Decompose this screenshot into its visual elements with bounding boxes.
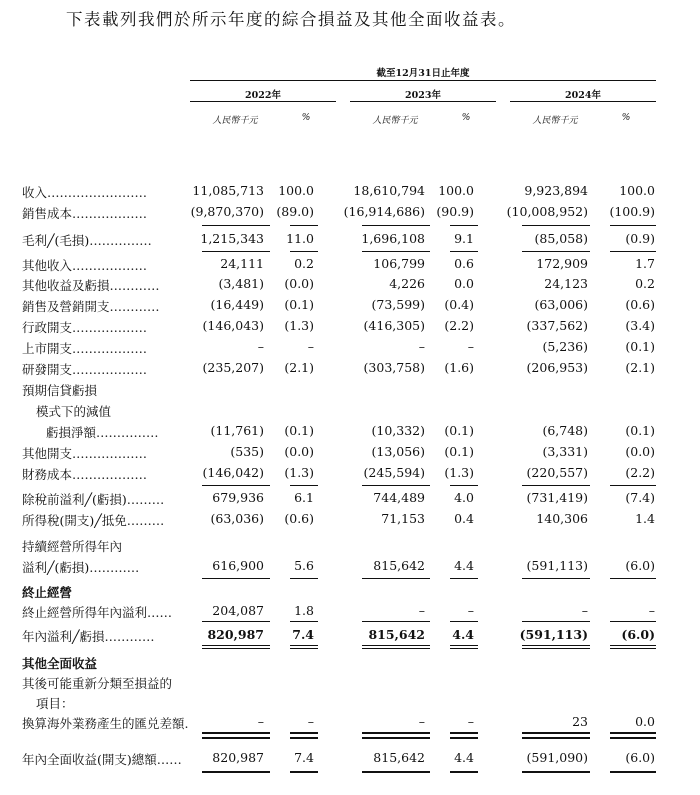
row-label: 其後可能重新分類至損益的	[22, 676, 173, 691]
row-value: (0.1)	[284, 423, 314, 438]
row-value: (10,008,952)	[506, 204, 588, 219]
row-value: 9,923,894	[524, 183, 588, 198]
year-rule-2024	[510, 101, 656, 102]
unit-currency-2023: 人民幣千元	[372, 116, 418, 126]
subtotal-rule	[450, 225, 478, 226]
period-header: 截至12月31日止年度	[376, 68, 470, 79]
total-rule	[362, 648, 430, 649]
row-label: 毛利╱(毛損)……………	[22, 233, 152, 248]
row-value: 5.6	[294, 558, 314, 573]
row-value: (9,870,370)	[190, 204, 264, 219]
year-2022: 2022年	[245, 90, 281, 101]
unit-currency-2024: 人民幣千元	[532, 116, 578, 126]
row-value: –	[418, 339, 425, 354]
row-value: 0.0	[635, 714, 655, 729]
row-value: (7.4)	[625, 490, 655, 505]
subtotal-rule	[522, 578, 590, 579]
row-value: –	[418, 714, 425, 729]
double-rule	[450, 732, 478, 734]
subtotal-rule	[362, 225, 430, 226]
subtotal-rule	[522, 485, 590, 486]
row-value: (0.0)	[284, 444, 314, 459]
double-rule	[610, 732, 656, 734]
row-value: 815,642	[373, 558, 425, 573]
total-rule	[522, 648, 590, 649]
row-value: 815,642	[368, 627, 425, 642]
subtotal-rule	[290, 621, 318, 622]
row-value: 744,489	[373, 490, 425, 505]
subtotal-rule	[202, 485, 270, 486]
final-rule	[450, 771, 478, 773]
unit-currency-2022: 人民幣千元	[212, 116, 258, 126]
row-label: 終止經營	[22, 585, 73, 600]
period-rule	[190, 80, 656, 81]
row-value: (535)	[230, 444, 264, 459]
row-value: 1.7	[635, 256, 655, 271]
year-rule-2023	[350, 101, 496, 102]
row-value: (0.6)	[284, 511, 314, 526]
row-label: 預期信貸虧損	[22, 383, 98, 398]
row-value: 0.2	[635, 276, 655, 291]
final-rule	[362, 771, 430, 773]
row-value: 1.8	[294, 603, 314, 618]
row-value: 204,087	[212, 603, 264, 618]
row-label: 財務成本………………	[22, 467, 148, 482]
row-value: 820,987	[207, 627, 264, 642]
row-value: (13,056)	[371, 444, 425, 459]
row-value: (235,207)	[202, 360, 264, 375]
row-value: (11,761)	[210, 423, 264, 438]
double-rule	[450, 737, 478, 739]
unit-pct-2024: %	[621, 113, 631, 123]
subtotal-rule	[290, 485, 318, 486]
row-value: –	[307, 714, 314, 729]
total-rule	[610, 648, 656, 649]
double-rule	[522, 732, 590, 734]
row-value: 4.4	[454, 750, 474, 765]
unit-pct-2023: %	[461, 113, 471, 123]
row-value: (146,042)	[202, 465, 264, 480]
row-value: (85,058)	[534, 231, 588, 246]
final-rule	[202, 771, 270, 773]
row-label: 模式下的減值	[36, 404, 112, 419]
subtotal-rule	[202, 225, 270, 226]
row-value: (16,914,686)	[343, 204, 425, 219]
row-value: 23	[572, 714, 588, 729]
row-value: (1.3)	[284, 318, 314, 333]
row-value: (591,113)	[526, 558, 588, 573]
row-value: –	[467, 603, 474, 618]
row-value: (3,481)	[218, 276, 264, 291]
subtotal-rule	[450, 485, 478, 486]
row-value: –	[418, 603, 425, 618]
subtotal-rule	[362, 251, 430, 252]
row-value: (0.1)	[284, 297, 314, 312]
final-rule	[522, 771, 590, 773]
final-rule	[610, 771, 656, 773]
total-rule	[610, 645, 656, 646]
total-rule	[202, 645, 270, 646]
subtotal-rule	[290, 578, 318, 579]
subtotal-rule	[290, 251, 318, 252]
row-value: (0.4)	[444, 297, 474, 312]
row-label: 所得稅(開支)╱抵免………	[22, 513, 165, 528]
double-rule	[522, 737, 590, 739]
total-rule	[290, 645, 318, 646]
subtotal-rule	[610, 578, 656, 579]
row-label: 研發開支………………	[22, 362, 148, 377]
row-value: (0.9)	[625, 231, 655, 246]
row-value: 100.0	[438, 183, 474, 198]
row-value: (6,748)	[542, 423, 588, 438]
row-value: 24,123	[544, 276, 588, 291]
row-value: 7.4	[292, 627, 314, 642]
row-label: 行政開支………………	[22, 320, 148, 335]
unit-pct-2022: %	[301, 113, 311, 123]
double-rule	[202, 737, 270, 739]
subtotal-rule	[522, 621, 590, 622]
row-label: 其他收益及虧損…………	[22, 278, 160, 293]
row-value: (1.6)	[444, 360, 474, 375]
row-label: 年內全面收益(開支)總額……	[22, 752, 182, 767]
row-value: (6.0)	[625, 558, 655, 573]
row-value: 4,226	[389, 276, 425, 291]
row-value: (3,331)	[542, 444, 588, 459]
subtotal-rule	[522, 251, 590, 252]
row-value: (63,036)	[210, 511, 264, 526]
row-value: (2.1)	[284, 360, 314, 375]
row-value: (6.0)	[625, 750, 655, 765]
row-value: 820,987	[212, 750, 264, 765]
double-rule	[362, 732, 430, 734]
row-value: 815,642	[373, 750, 425, 765]
row-value: (337,562)	[526, 318, 588, 333]
row-value: (0.1)	[444, 444, 474, 459]
row-label: 其他全面收益	[22, 656, 98, 671]
year-2023: 2023年	[405, 90, 441, 101]
row-value: –	[257, 339, 264, 354]
row-value: (3.4)	[625, 318, 655, 333]
row-value: (303,758)	[363, 360, 425, 375]
intro-text: 下表載列我們於所示年度的綜合損益及其他全面收益表。	[66, 10, 516, 29]
row-value: (1.3)	[284, 465, 314, 480]
row-value: 11.0	[286, 231, 314, 246]
row-value: –	[257, 714, 264, 729]
row-label: 收入……………………	[22, 185, 148, 200]
row-value: (220,557)	[526, 465, 588, 480]
row-value: 679,936	[212, 490, 264, 505]
row-value: (731,419)	[526, 490, 588, 505]
row-value: –	[467, 714, 474, 729]
row-value: (89.0)	[276, 204, 314, 219]
row-value: (0.1)	[444, 423, 474, 438]
row-label: 其他收入………………	[22, 258, 148, 273]
row-value: 172,909	[536, 256, 588, 271]
row-value: 100.0	[278, 183, 314, 198]
row-value: (416,305)	[363, 318, 425, 333]
total-rule	[522, 645, 590, 646]
row-value: 1,696,108	[361, 231, 425, 246]
row-value: (90.9)	[436, 204, 474, 219]
row-value: (0.0)	[284, 276, 314, 291]
row-label: 銷售成本………………	[22, 206, 148, 221]
row-value: 100.0	[619, 183, 655, 198]
total-rule	[450, 648, 478, 649]
row-label: 除稅前溢利╱(虧損)………	[22, 492, 165, 507]
row-label: 年內溢利╱虧損…………	[22, 629, 155, 644]
row-value: (1.3)	[444, 465, 474, 480]
row-label: 其他開支………………	[22, 446, 148, 461]
row-value: 71,153	[381, 511, 425, 526]
row-value: (2.1)	[625, 360, 655, 375]
subtotal-rule	[450, 251, 478, 252]
double-rule	[362, 737, 430, 739]
row-label: 換算海外業務產生的匯兑差額.	[22, 716, 189, 731]
double-rule	[610, 737, 656, 739]
row-label: 持續經營所得年內	[22, 539, 123, 554]
double-rule	[290, 732, 318, 734]
subtotal-rule	[610, 225, 656, 226]
subtotal-rule	[450, 621, 478, 622]
row-value: 7.4	[294, 750, 314, 765]
row-value: 4.0	[454, 490, 474, 505]
row-value: 616,900	[212, 558, 264, 573]
row-value: (6.0)	[621, 627, 655, 642]
row-value: 11,085,713	[192, 183, 264, 198]
subtotal-rule	[202, 251, 270, 252]
subtotal-rule	[610, 251, 656, 252]
row-value: 0.6	[454, 256, 474, 271]
row-label: 虧損淨額……………	[46, 425, 159, 440]
row-value: 0.4	[454, 511, 474, 526]
total-rule	[290, 648, 318, 649]
row-label: 上市開支………………	[22, 341, 148, 356]
subtotal-rule	[610, 485, 656, 486]
row-value: (245,594)	[363, 465, 425, 480]
row-label: 項目：	[36, 696, 74, 711]
row-value: 4.4	[454, 558, 474, 573]
row-value: 18,610,794	[353, 183, 425, 198]
year-rule-2022	[190, 101, 336, 102]
row-value: (0.0)	[625, 444, 655, 459]
double-rule	[202, 732, 270, 734]
row-value: 140,306	[536, 511, 588, 526]
row-value: –	[581, 603, 588, 618]
row-value: 1,215,343	[200, 231, 264, 246]
subtotal-rule	[362, 485, 430, 486]
subtotal-rule	[202, 621, 270, 622]
row-value: (0.6)	[625, 297, 655, 312]
row-value: –	[307, 339, 314, 354]
row-value: (5,236)	[542, 339, 588, 354]
row-value: 9.1	[454, 231, 474, 246]
subtotal-rule	[202, 578, 270, 579]
row-value: 0.0	[454, 276, 474, 291]
row-value: 24,111	[220, 256, 264, 271]
row-value: (16,449)	[210, 297, 264, 312]
subtotal-rule	[362, 621, 430, 622]
row-value: (2.2)	[625, 465, 655, 480]
row-value: (100.9)	[609, 204, 655, 219]
row-label: 溢利╱(虧損)…………	[22, 560, 140, 575]
row-value: 6.1	[294, 490, 314, 505]
total-rule	[202, 648, 270, 649]
row-value: (63,006)	[534, 297, 588, 312]
subtotal-rule	[522, 225, 590, 226]
final-rule	[290, 771, 318, 773]
row-value: –	[648, 603, 655, 618]
row-label: 終止經營所得年內溢利……	[22, 605, 173, 620]
row-value: (591,090)	[526, 750, 588, 765]
row-value: (0.1)	[625, 339, 655, 354]
row-value: (146,043)	[202, 318, 264, 333]
row-value: (2.2)	[444, 318, 474, 333]
row-value: (73,599)	[371, 297, 425, 312]
row-value: 4.4	[452, 627, 474, 642]
total-rule	[362, 645, 430, 646]
total-rule	[450, 645, 478, 646]
subtotal-rule	[290, 225, 318, 226]
row-value: 0.2	[294, 256, 314, 271]
year-2024: 2024年	[565, 90, 601, 101]
row-value: (206,953)	[526, 360, 588, 375]
subtotal-rule	[450, 578, 478, 579]
row-value: 106,799	[373, 256, 425, 271]
double-rule	[290, 737, 318, 739]
row-value: (0.1)	[625, 423, 655, 438]
row-value: –	[467, 339, 474, 354]
row-value: (591,113)	[519, 627, 588, 642]
row-value: (10,332)	[371, 423, 425, 438]
subtotal-rule	[610, 621, 656, 622]
subtotal-rule	[362, 578, 430, 579]
row-label: 銷售及營銷開支…………	[22, 299, 160, 314]
row-value: 1.4	[635, 511, 655, 526]
